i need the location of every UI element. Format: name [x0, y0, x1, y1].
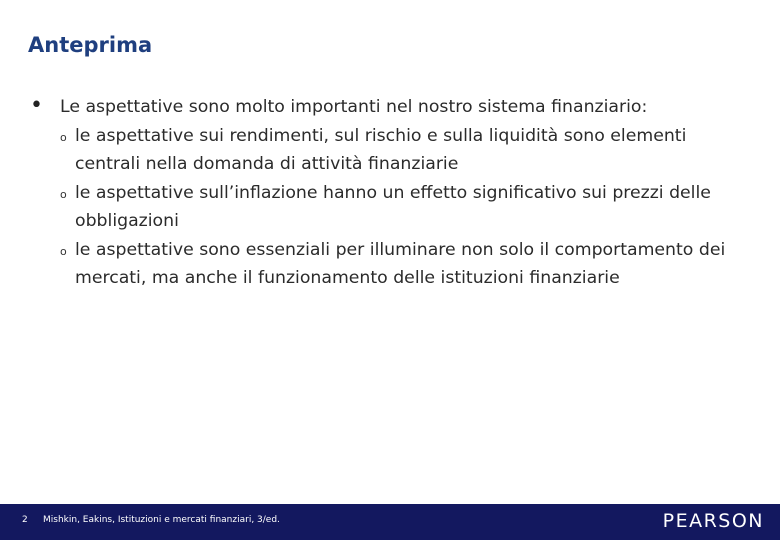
circle-bullet-icon: o	[60, 130, 67, 144]
sub-bullet-item	[30, 179, 770, 236]
page-number: 2	[22, 515, 28, 525]
sub-bullet-item	[30, 122, 770, 179]
main-bullet	[30, 93, 770, 122]
footer-bar	[0, 504, 780, 540]
sub-bullet-text: le aspettative sui rendimenti, sul rischio e sulla liquidità sono elementi centrali nella domanda di attività finanziarie	[75, 125, 687, 174]
slide-content	[30, 93, 770, 293]
circle-bullet-icon: o	[60, 244, 67, 258]
bullet-text: Le aspettative sono molto importanti nel nostro sistema finanziario:	[60, 97, 648, 117]
sub-bullet-list	[30, 122, 770, 293]
pearson-logo: PEARSON	[662, 510, 764, 532]
bullet-dot-icon: •	[30, 93, 43, 118]
citation-text: Mishkin, Eakins, Istituzioni e mercati finanziari, 3/ed.	[43, 515, 280, 525]
sub-bullet-text: le aspettative sull’inflazione hanno un effetto significativo sui prezzi delle obbligazioni	[75, 182, 711, 231]
circle-bullet-icon: o	[60, 187, 67, 201]
slide-title: Anteprima	[28, 33, 153, 57]
sub-bullet-text: le aspettative sono essenziali per illuminare non solo il comportamento dei mercati, ma anche il funzionamento delle istituzioni finanziarie	[75, 239, 726, 288]
sub-bullet-item	[30, 236, 770, 293]
